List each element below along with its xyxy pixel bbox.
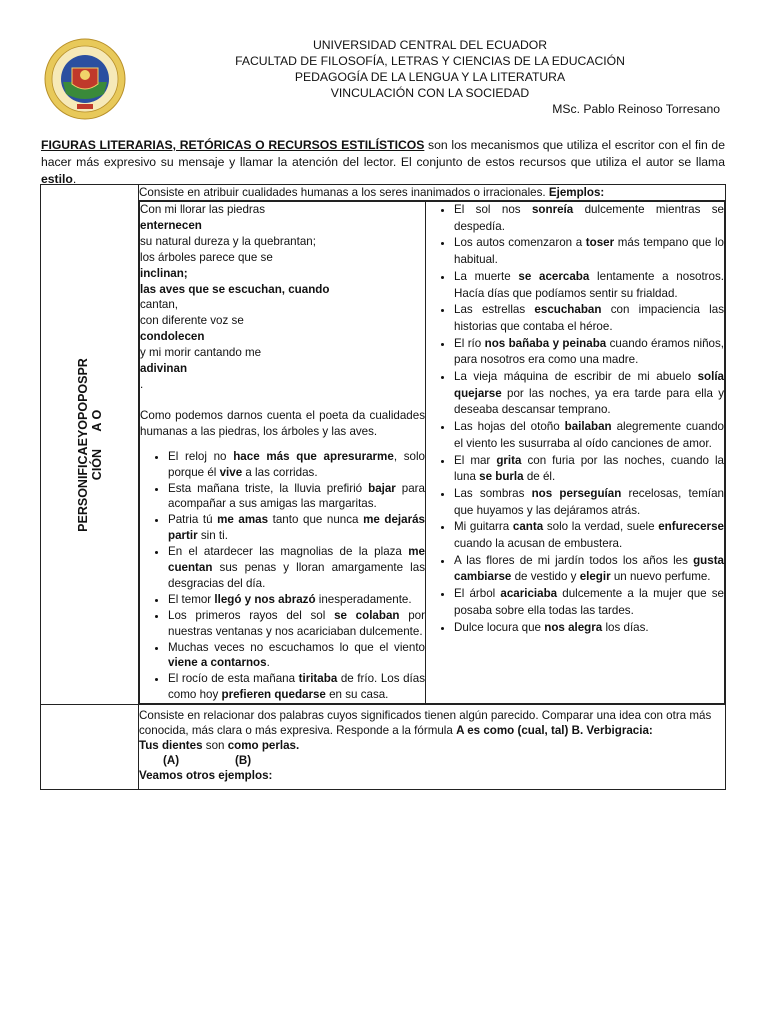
example-highlight: vive xyxy=(219,465,243,479)
left-examples-list xyxy=(140,449,425,704)
example-text: en su casa. xyxy=(325,688,389,702)
example-text: cuando éramos niños, para nosotros era como una madre. xyxy=(454,336,725,367)
example-item xyxy=(454,486,724,519)
example-highlight: llegó y nos abrazó xyxy=(214,592,316,606)
example-text: En el atardecer las magnolias de la plaza xyxy=(168,545,409,559)
comparacion-definition: Consiste en relacionar dos palabras cuyos significados tienen algún parecido. Comparar una idea con otra más conocida, más clara o más expresiva. Responde a la fórmula A es como (cual, tal) B. Verbigracia: Tus dientes son como perlas. (A) (B) Veamos otros ejemplos: xyxy=(139,705,726,790)
example-item xyxy=(454,586,724,619)
example-item xyxy=(168,608,425,640)
example-text: . xyxy=(266,656,270,670)
example-item xyxy=(454,419,724,452)
poem-highlight: enternecen xyxy=(140,218,202,232)
personificacion-label-cell xyxy=(41,185,139,705)
example-text: cuando la acusan de embustera. xyxy=(454,537,623,551)
example-item xyxy=(454,336,724,369)
header-program: VINCULACIÓN CON LA SOCIEDAD xyxy=(330,86,530,100)
author-name: MSc. Pablo Reinoso Torresano xyxy=(552,102,720,116)
personificacion-examples-cell xyxy=(139,201,726,705)
poem-text: su natural dureza y la quebrantan; xyxy=(140,234,316,248)
example-highlight: enfurecerse xyxy=(658,520,724,534)
example-highlight: gusta cambiarse xyxy=(454,553,724,584)
intro-text: son los mecanismos que utiliza el escritor con el fin de hacer más expresivo su mensaje y llamar la atención del lector. El conjunto de estos recursos que utiliza el autor se llama xyxy=(41,138,725,169)
example-text: alegremente cuando el viento les susurraba al oído canciones de amor. xyxy=(454,420,724,450)
example-highlight: me amas xyxy=(217,513,269,527)
example-text: El mar xyxy=(454,453,497,467)
example-text: El árbol xyxy=(454,587,501,601)
example-item xyxy=(454,235,724,268)
example-highlight: se acercaba xyxy=(518,269,590,283)
poem-highlight: adivinan xyxy=(140,362,188,376)
example-highlight: viene a contarnos xyxy=(168,656,267,670)
right-examples-column xyxy=(426,202,725,704)
example-text: Las hojas del otoño xyxy=(454,420,565,434)
example-text: El sol nos xyxy=(454,203,532,216)
example-text: El temor xyxy=(168,592,215,606)
example-item xyxy=(168,449,425,481)
example-highlight: tiritaba xyxy=(298,672,338,686)
poem-line xyxy=(140,345,425,393)
poem-text: con diferente voz se xyxy=(140,314,244,328)
example-text: A las flores de mi jardín todos los años les xyxy=(454,553,694,567)
poem-highlight: las aves que se escuchan, cuando xyxy=(140,282,330,296)
example-highlight: escuchaban xyxy=(534,303,602,317)
example-text: lentamente a nosotros. Hacía días que podíamos sentir su frialdad. xyxy=(454,269,724,300)
example-text: La vieja máquina de escribir de mi abuelo xyxy=(454,370,698,384)
example-text: Los autos comenzaron a xyxy=(454,236,586,250)
example-text: Esta mañana triste, la lluvia prefirió xyxy=(168,481,369,495)
example-highlight: hace más que apresurarme xyxy=(233,449,394,463)
example-text: con impaciencia las historias que contaba el héroe. xyxy=(454,303,724,333)
university-seal-logo xyxy=(44,38,126,120)
right-examples-list xyxy=(426,202,724,636)
example-text: Las estrellas xyxy=(454,303,535,317)
example-item xyxy=(454,302,724,335)
example-text: sus penas y lloran amargamente las desgracias del día. xyxy=(168,561,425,590)
example-highlight: sonreía xyxy=(531,203,574,216)
personificacion-definition: Consiste en atribuir cualidades humanas a los seres inanimados o irracionales. Ejemplos: xyxy=(139,185,726,201)
label-a: (A) xyxy=(163,754,180,768)
example-text: Dulce locura que xyxy=(454,620,545,634)
example-item xyxy=(168,592,425,608)
example-highlight: se colaban xyxy=(334,608,400,622)
example-text: inesperadamente. xyxy=(315,592,412,606)
example-text: de él. xyxy=(523,470,556,484)
example-item xyxy=(454,369,724,419)
example-text: solo la verdad, suele xyxy=(543,520,659,534)
example-item xyxy=(168,640,425,672)
example-item xyxy=(168,481,425,513)
example-text: un nuevo perfume. xyxy=(610,570,711,584)
comparacion-label-cell xyxy=(41,705,139,790)
example-text: sin ti. xyxy=(197,529,228,543)
example-item xyxy=(168,544,425,592)
label-b: (B) xyxy=(235,754,252,768)
example-text: por nuestras ventanas y nos acariciaban dulcemente. xyxy=(168,608,425,638)
example-item xyxy=(454,269,724,302)
poem-stanza xyxy=(140,202,425,393)
poem-highlight: condolecen xyxy=(140,330,205,344)
poem-comment: Como podemos darnos cuenta el poeta da cualidades humanas a las piedras, los árboles y las aves. xyxy=(140,408,425,438)
example-highlight: nos perseguían xyxy=(531,486,622,500)
example-highlight: bailaban xyxy=(564,420,612,434)
example-text: Mi guitarra xyxy=(454,520,513,534)
example-item xyxy=(454,620,724,637)
example-text: El rocío de esta mañana xyxy=(168,672,299,686)
example-item xyxy=(168,671,425,703)
poem-text: cantan, xyxy=(140,298,179,312)
example-highlight: se burla xyxy=(479,470,524,484)
example-text: Las sombras xyxy=(454,486,532,500)
poem-text: y mi morir cantando me xyxy=(140,346,262,360)
example-text: por las noches, ya era tarde para ella y deseaba descansar temprano. xyxy=(454,386,724,417)
poem-text: Con mi llorar las piedras xyxy=(140,203,266,216)
institution-header xyxy=(140,37,720,101)
example-item xyxy=(454,519,724,552)
example-highlight: grita xyxy=(496,453,522,467)
poem-highlight: inclinan; xyxy=(140,266,188,280)
example-text: para acompañar a sus amigas las margaritas. xyxy=(168,481,425,511)
example-text: dulcemente a la mujer que se posaba sobre ella todas las tardes. xyxy=(454,587,724,617)
example-text: Los primeros rayos del sol xyxy=(168,608,335,622)
more-examples-label: Veamos otros ejemplos: xyxy=(139,769,273,783)
example-text: El río xyxy=(454,336,485,350)
poem-line xyxy=(140,250,425,282)
example-text: más tempano que lo habitual. xyxy=(454,236,724,267)
example-text: El reloj no xyxy=(168,449,234,463)
comparacion-example-b: como perlas. xyxy=(227,739,300,753)
example-text: La muerte xyxy=(454,269,519,283)
example-highlight: bajar xyxy=(368,481,396,495)
example-highlight: acariciaba xyxy=(500,587,558,601)
header-faculty: FACULTAD DE FILOSOFÍA, LETRAS Y CIENCIAS DE LA EDUCACIÓN xyxy=(235,54,625,68)
example-text: tanto que nunca xyxy=(268,513,364,527)
example-text: de vestido y xyxy=(511,570,580,584)
example-highlight: solía quejarse xyxy=(454,370,724,400)
example-highlight: toser xyxy=(585,236,615,250)
example-text: recelosas, temían que huyamos y las dejáramos atrás. xyxy=(454,486,725,517)
example-text: los días. xyxy=(602,620,649,634)
example-text: Muchas veces no escuchamos lo que el viento xyxy=(168,640,425,654)
example-item xyxy=(454,453,724,486)
poem-line xyxy=(140,313,425,345)
left-examples-column xyxy=(140,202,426,704)
example-highlight: nos alegra xyxy=(544,620,603,634)
example-item xyxy=(454,553,724,586)
poem-line xyxy=(140,282,425,314)
examples-label: Ejemplos: xyxy=(548,186,605,199)
intro-title: FIGURAS LITERARIAS, RETÓRICAS O RECURSOS ESTILÍSTICOS xyxy=(41,138,425,152)
example-item xyxy=(454,202,724,235)
figures-table xyxy=(40,184,726,790)
example-item xyxy=(168,512,425,544)
intro-end: . xyxy=(72,172,77,186)
example-highlight: me dejarás partir xyxy=(168,513,425,543)
poem-text: . xyxy=(140,377,144,391)
poem-text: los árboles parece que se xyxy=(140,250,273,264)
example-highlight: me cuentan xyxy=(168,545,425,575)
example-text: , solo porque él xyxy=(168,449,426,479)
personificacion-label: PERSONIFICAEYOPOPOSPR CIÓN A O xyxy=(75,357,104,532)
example-text: de frío. Los días como hoy xyxy=(168,672,425,702)
example-highlight: elegir xyxy=(579,570,611,584)
header-career: PEDAGOGÍA DE LA LENGUA Y LA LITERATURA xyxy=(294,70,566,84)
example-highlight: canta xyxy=(512,520,544,534)
example-highlight: prefieren quedarse xyxy=(221,688,326,702)
intro-term: estilo xyxy=(41,172,73,186)
example-text: a las corridas. xyxy=(242,465,318,479)
intro-paragraph xyxy=(41,137,725,188)
example-highlight: nos bañaba y peinaba xyxy=(484,336,607,350)
example-text: dulcemente mientras se despedía. xyxy=(454,203,724,233)
example-text: con furia por las noches, cuando la luna xyxy=(454,453,725,484)
poem-line xyxy=(140,234,425,250)
comparacion-example-a: Tus dientes xyxy=(139,739,203,753)
header-university: UNIVERSIDAD CENTRAL DEL ECUADOR xyxy=(312,38,548,52)
poem-line xyxy=(140,202,425,234)
example-text: Patria tú xyxy=(168,513,218,527)
